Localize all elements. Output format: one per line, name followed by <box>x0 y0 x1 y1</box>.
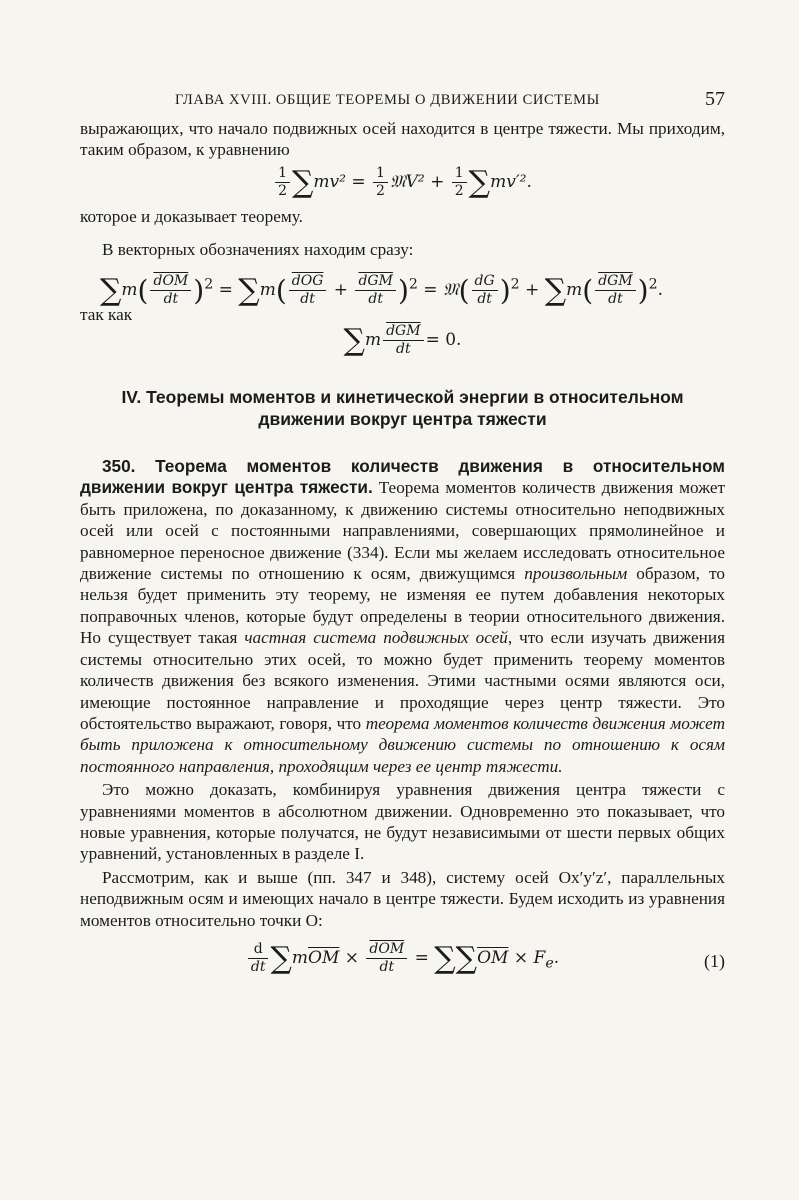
sum-symbol: ∑ <box>292 164 314 200</box>
page <box>80 88 725 982</box>
emphasis-special-axes: частная система подвижных осей <box>244 628 508 648</box>
equation-kinetic-energy: $\frac{1}{2}$ ∑mv² = $\frac{1}{2}$ 𝔐V² + $\frac{1}{2}$ ∑mv′². <box>80 165 725 200</box>
emphasis-theorem: теорема моментов количеств движения может быть приложена к относительному движению системы по отношению к осям постоянного направления, проходящим через ее центр тяжести. <box>80 713 726 776</box>
paragraph-intro-2: которое и доказывает теорему. <box>80 206 303 226</box>
emphasis-arbitrary: произвольным <box>524 564 628 584</box>
fraction-half: $\frac{1}{2}$ <box>275 165 290 200</box>
paragraph-intro-3: В векторных обозначениях находим сразу: <box>102 240 414 260</box>
article-heading: 350. Теорема моментов количеств движения в относительном движении вокруг центра тяжести. <box>80 456 725 498</box>
page-number: 57 <box>705 88 725 110</box>
chapter-title: ГЛАВА XVIII. ОБЩИЕ ТЕОРЕМЫ О ДВИЖЕНИИ СИСТЕМЫ <box>175 92 600 108</box>
equation-moments: $\frac{d}{dt}$ $\sum m\overline{OM}$ × $\frac{\overline{dOM}}{dt}$ = $\sum\sum\overline{OM} \times F_e$. (1) <box>80 941 725 976</box>
paragraph-since: так как <box>80 304 133 324</box>
running-header <box>80 88 725 118</box>
equation-zero: ∑m $\frac{\overline{dGM}}{dt}$ = 0. <box>343 323 462 359</box>
article-350: 350. Теорема моментов количеств движения в относительном движении вокруг центра тяжести. Теорема моментов количеств движения может быть приложена, по доказанному, к движению системы относительно неподвижных осей или осей с постоянными направлениями, совершающих прямолинейное и равномерное переносное движение (334). Если мы желаем исследовать относительное движение системы по отношению к осям, движущимся произвольным образом, то нельзя будет применить эту теорему, не изменяя ее путем добавления некоторых поправочных членов, которые будут определены в теории относительного движения. Но существует такая частная система подвижных осей, что если изучать движения системы относительно этих осей, то можно будет применить теорему моментов количеств движения без всякого изменения. Этими частными осями являются оси, имеющие постоянное направление и проходящие через центр тяжести. Это обстоятельство выражают, говоря, что теорема моментов количеств движения может быть приложена к относительному движению системы по отношению к осям постоянного направления, проходящим через ее центр тяжести. <box>80 456 726 776</box>
paragraph-consider: Рассмотрим, как и выше (пп. 347 и 348), систему осей Ox′y′z′, параллельных неподвижным осям и имеющих начало в центре тяжести. Будем исходить из уравнения моментов относительно точки O: <box>80 867 725 930</box>
section-title: IV. Теоремы моментов и кинетической энергии в относительном движении вокруг центра тяжести <box>121 387 684 430</box>
paragraph-proof: Это можно доказать, комбинируя уравнения движения центра тяжести с уравнениями моментов в абсолютном движении. Одновременно это показывает, что новые уравнения, которые получатся, не будут независимыми от шести первых общих уравнений, установленных в разделе I. <box>80 780 725 864</box>
paragraph-intro-1: выражающих, что начало подвижных осей находится в центре тяжести. Мы приходим, таким образом, к уравнению <box>80 119 725 160</box>
equation-number: (1) <box>704 950 725 971</box>
equation-vector-energy: ∑m( $\frac{\overline{dOM}}{dt}$ )$^2$ = ∑m( $\frac{\overline{dOG}}{dt}$ + $\frac{\overline{dGM}}{dt}$ )$^2$ = 𝔐( $\frac{dG}{dt}$ )$^2$ + ∑m( $\frac{\overline{dGM}}{dt}$ )$^2$. <box>100 272 664 308</box>
